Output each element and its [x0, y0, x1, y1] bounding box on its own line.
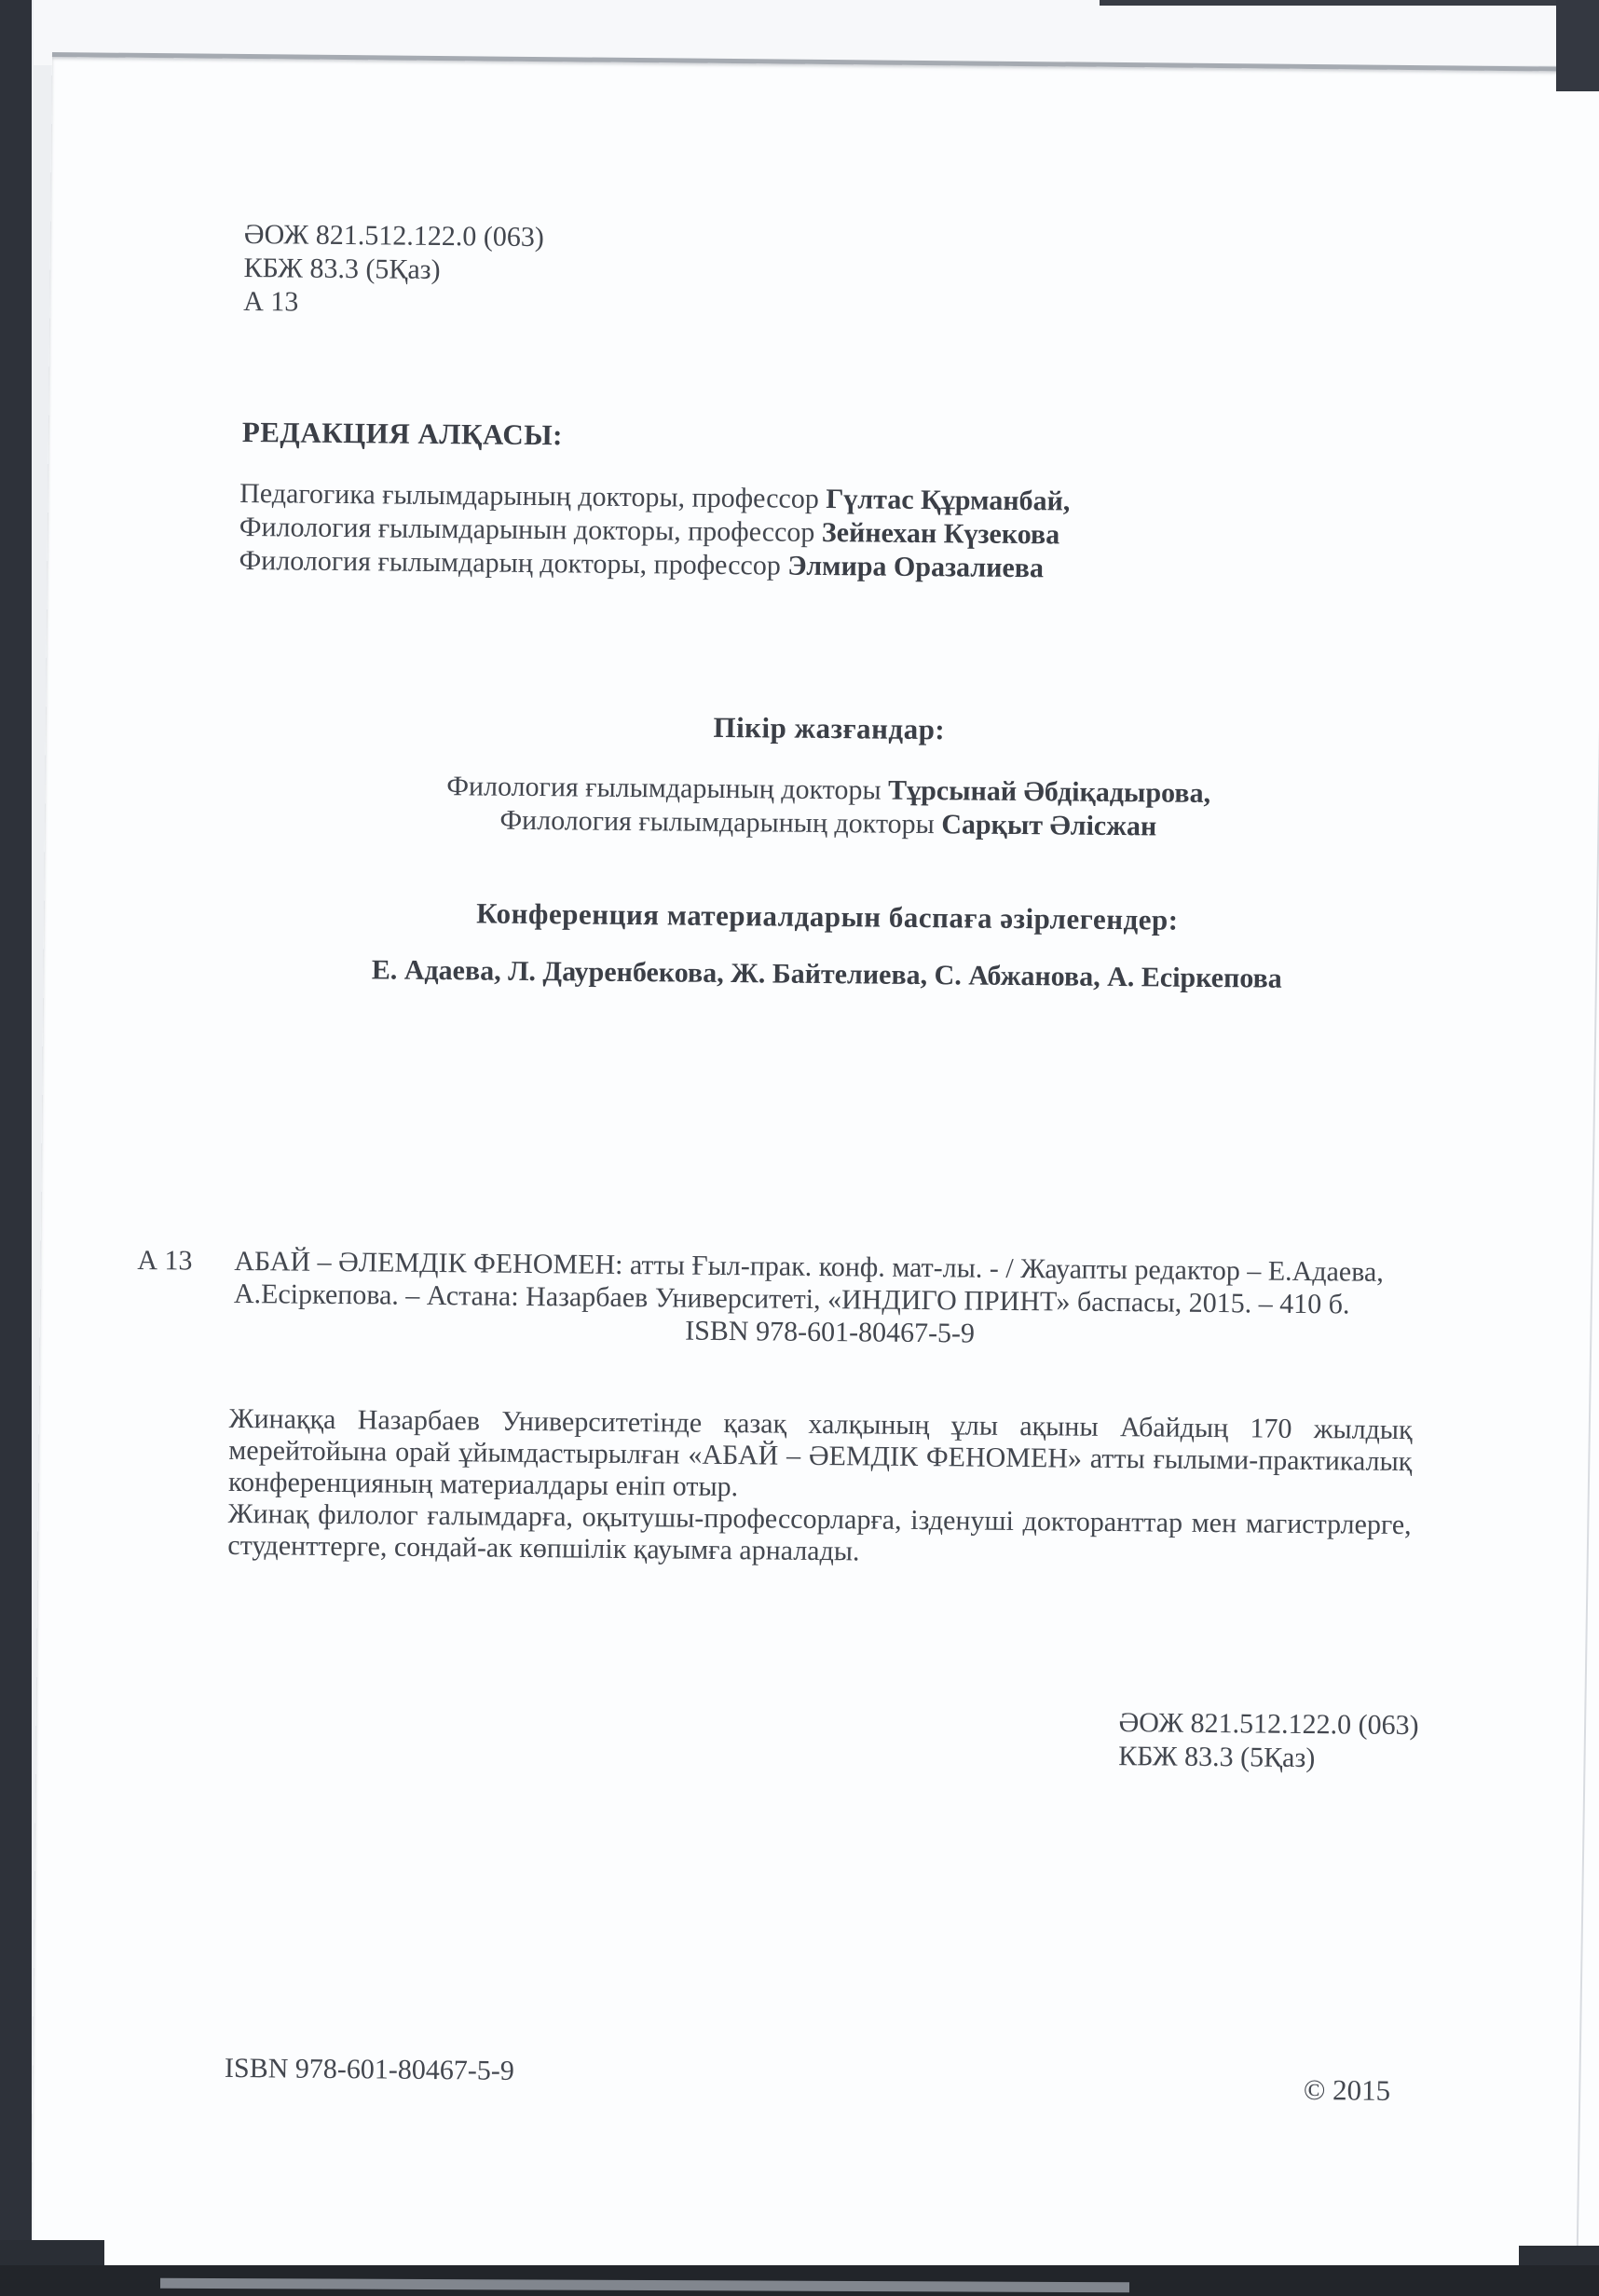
member-name: Гүлтас Құрманбай,: [826, 483, 1071, 517]
member-degree: Педагогика ғылымдарының докторы, профессор: [239, 477, 827, 514]
member-name: Зейнехан Күзекова: [821, 516, 1060, 551]
catalog-line-2: А.Есіркепова. – Астана: Назарбаев Университеті, «ИНДИГО ПРИНТ» баспасы, 2015. – 410 б.: [233, 1278, 1350, 1320]
catalog-author-mark: А 13: [137, 1244, 193, 1277]
editorial-heading: РЕДАКЦИЯ АЛҚАСЫ:: [241, 415, 564, 452]
preparers-heading: Конференция материалдарын баспаға әзірлегендер:: [476, 896, 1179, 936]
editorial-member-line: [239, 544, 1070, 586]
reviewers-list: [227, 768, 1430, 846]
catalog-entry: [233, 1245, 1427, 1354]
editorial-members: [239, 477, 1070, 586]
footer-isbn: ISBN 978-601-80467-5-9: [224, 2052, 514, 2086]
udc-code: ӘОЖ 821.512.122.0 (063): [243, 218, 544, 253]
reviewers-heading: Пікір жазғандар:: [713, 710, 946, 746]
preparers-names: Е. Адаева, Л. Дауренбекова, Ж. Байтелиева, С. Абжанова, А. Есіркепова: [371, 954, 1282, 994]
member-degree: Филология ғылымдарың докторы, профессор: [239, 544, 788, 581]
annotation-block: [227, 1403, 1413, 1573]
bottom-meta-block: [1118, 1706, 1419, 1776]
reviewer-degree: Филология ғылымдарының докторы: [446, 771, 889, 806]
catalog-isbn: ISBN 978-601-80467-5-9: [685, 1315, 976, 1349]
reviewer-degree: Филология ғылымдарының докторы: [499, 804, 942, 840]
bbk-code: КБЖ 83.3 (5Қаз): [243, 252, 441, 286]
catalog-line-1: АБАЙ – ӘЛЕМДІК ФЕНОМЕН: атты Ғыл-прак. конф. мат-лы. - / Жауапты редактор – Е.Адаева,: [234, 1245, 1384, 1288]
scanner-edge-top-right: [1556, 0, 1599, 91]
member-name: Элмира Оразалиева: [787, 550, 1045, 584]
copyright: © 2015: [1303, 2072, 1391, 2107]
reviewer-name: Сарқыт Әлісжан: [941, 809, 1157, 842]
scanner-edge-left: [0, 0, 32, 2296]
bbk-code-bottom: КБЖ 83.3 (5Қаз): [1118, 1741, 1316, 1774]
udc-code-bottom: ӘОЖ 821.512.122.0 (063): [1118, 1707, 1419, 1742]
annotation-paragraph-2: Жинақ филолог ғалымдарға, оқытушы-профессорларға, ізденуші докторанттар мен магистрлерге, студенттерге, сондай-ак көпшілік қауымға арналады.: [227, 1497, 1412, 1567]
author-mark: А 13: [243, 285, 299, 318]
top-meta-block: [243, 218, 544, 321]
annotation-paragraph-1: Жинаққа Назарбаев Университетінде қазақ халқының ұлы ақыны Абайдың 170 жылдық мерейтойына орай ұйымдастырылған «АБАЙ – ӘЕМДІК ФЕНОМЕН» атты ғылыми-практикалық конференцияның материалдары еніп отыр.: [227, 1402, 1413, 1503]
member-degree: Филология ғылымдарынын докторы, профессор: [239, 511, 823, 548]
reviewer-name: Тұрсынай Әбдіқадырова,: [887, 774, 1211, 809]
scanner-edge-top-line: [1100, 0, 1599, 6]
